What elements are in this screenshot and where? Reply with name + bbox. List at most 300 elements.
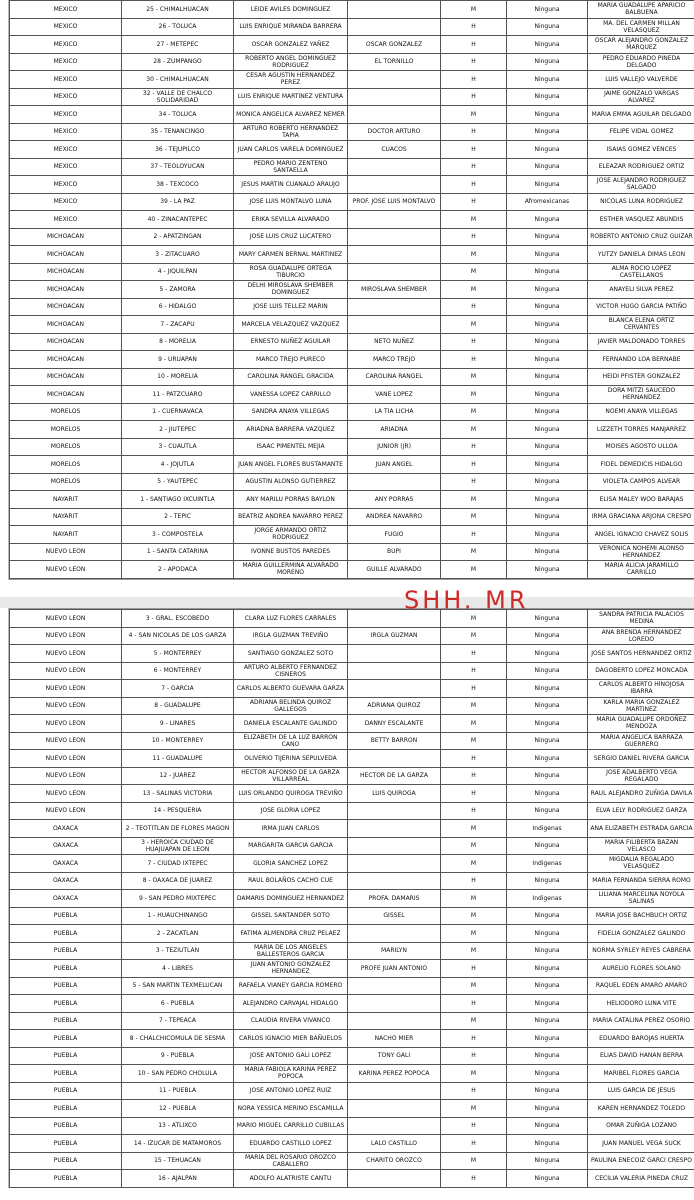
state-cell: NUEVO LEON [10, 610, 122, 628]
group-cell: Ninguna [507, 1047, 588, 1065]
gender-cell: M [441, 1065, 507, 1083]
gender-cell: H [441, 298, 507, 316]
candidate-name-cell: IRMA JUAN CARLOS [234, 820, 348, 838]
district-cell: 4 - JOJUTLA [122, 456, 234, 474]
state-cell: MICHOACAN [10, 246, 122, 264]
state-cell: OAXACA [10, 820, 122, 838]
group-cell: Ninguna [507, 662, 588, 680]
table-row [10, 158, 694, 176]
table-row [10, 645, 694, 663]
table-row [10, 263, 694, 281]
gender-cell: M [441, 1012, 507, 1030]
state-cell: NAYARIT [10, 526, 122, 544]
gender-cell: H [441, 473, 507, 491]
district-cell: 10 - MONTERREY [122, 732, 234, 750]
gender-cell: M [441, 403, 507, 421]
gender-cell: M [441, 697, 507, 715]
substitute-name-cell: ELIAS DAVID HANAN BERRA [588, 1047, 694, 1065]
district-cell: 7 - ZACAPU [122, 316, 234, 334]
district-cell: 32 - VALLE DE CHALCO SOLIDARIDAD [122, 88, 234, 106]
group-cell: Ninguna [507, 141, 588, 159]
candidate-name-cell: MARIA GUILLERMINA ALVARADO MORENO [234, 561, 348, 579]
state-cell: NUEVO LEON [10, 543, 122, 561]
candidate-name-cell: ADOLFO ALATRISTE CANTU [234, 1170, 348, 1188]
table-row [10, 351, 694, 369]
state-cell: MEXICO [10, 53, 122, 71]
state-cell: NUEVO LEON [10, 715, 122, 733]
district-cell: 6 - MONTERREY [122, 662, 234, 680]
table-row [10, 53, 694, 71]
state-cell: NUEVO LEON [10, 732, 122, 750]
group-cell: Ninguna [507, 995, 588, 1013]
table-row [10, 802, 694, 820]
gender-cell: M [441, 368, 507, 386]
substitute-name-cell: MARIA ANGELICA BARRAZA GUERRERO [588, 732, 694, 750]
state-cell: MEXICO [10, 18, 122, 36]
substitute-name-cell: MARIA GUADALUPE ORDOÑEZ MENDOZA [588, 715, 694, 733]
nickname-cell [348, 680, 441, 698]
candidate-name-cell: JOSE LUIS MONTALVO LUNA [234, 193, 348, 211]
candidate-name-cell: VANESSA LOPEZ CARRILLO [234, 386, 348, 404]
state-cell: MORELOS [10, 403, 122, 421]
group-cell: Ninguna [507, 802, 588, 820]
candidate-name-cell: ALEJANDRO CARVAJAL HIDALGO [234, 995, 348, 1013]
group-cell: Ninguna [507, 837, 588, 855]
district-cell: 10 - MORELIA [122, 368, 234, 386]
table-row [10, 820, 694, 838]
nickname-cell: ARIADNA [348, 421, 441, 439]
district-cell: 3 - COMPOSTELA [122, 526, 234, 544]
gender-cell: M [441, 942, 507, 960]
group-cell: Ninguna [507, 680, 588, 698]
candidates-table-2-body [10, 610, 694, 1188]
candidate-name-cell: ERIKA SEVILLA ALVARADO [234, 211, 348, 229]
nickname-cell [348, 645, 441, 663]
group-cell: Ninguna [507, 263, 588, 281]
district-cell: 39 - LA PAZ [122, 193, 234, 211]
district-cell: 28 - ZUMPANGO [122, 53, 234, 71]
candidates-table-1 [9, 0, 694, 579]
substitute-name-cell: JOSE ADALBERTO VEGA REGALADO [588, 767, 694, 785]
district-cell: 2 - ZACATLAN [122, 925, 234, 943]
nickname-cell: NETO NUÑEZ [348, 333, 441, 351]
nickname-cell: KARINA PEREZ POPOCA [348, 1065, 441, 1083]
substitute-name-cell: MA. DEL CARMEN MILLAN VELASQUEZ [588, 18, 694, 36]
nickname-cell [348, 662, 441, 680]
substitute-name-cell: YUTZY DANIELA DIMAS LEON [588, 246, 694, 264]
handwritten-mark: SHH. MR [404, 585, 529, 615]
gender-cell: M [441, 561, 507, 579]
district-cell: 8 - GUADALUPE [122, 697, 234, 715]
table-row [10, 715, 694, 733]
gender-cell: M [441, 610, 507, 628]
state-cell: PUEBLA [10, 1082, 122, 1100]
candidate-name-cell: MARIA DEL ROSARIO OROZCO CABALLERO [234, 1152, 348, 1170]
substitute-name-cell: ELEAZAR RODRIGUEZ ORTIZ [588, 158, 694, 176]
state-cell: MEXICO [10, 123, 122, 141]
state-cell: NUEVO LEON [10, 785, 122, 803]
candidate-name-cell: JOSE ANTONIO LOPEZ RUIZ [234, 1082, 348, 1100]
gender-cell: H [441, 526, 507, 544]
table-row [10, 228, 694, 246]
candidate-name-cell: NORA YESSICA MERINO ESCAMILLA [234, 1100, 348, 1118]
state-cell: OAXACA [10, 837, 122, 855]
nickname-cell: GISSEL [348, 907, 441, 925]
state-cell: PUEBLA [10, 1117, 122, 1135]
candidate-name-cell: MARCO TREJO PURECO [234, 351, 348, 369]
nickname-cell: FUGIO [348, 526, 441, 544]
table-row [10, 368, 694, 386]
district-cell: 8 - OAXACA DE JUAREZ [122, 872, 234, 890]
table-row [10, 785, 694, 803]
group-cell: Ninguna [507, 351, 588, 369]
gender-cell: H [441, 141, 507, 159]
state-cell: NUEVO LEON [10, 767, 122, 785]
table-row [10, 456, 694, 474]
substitute-name-cell: OSCAR ALEJANDRO GONZALEZ MARQUEZ [588, 36, 694, 54]
nickname-cell: GUILLE ALVARADO [348, 561, 441, 579]
table-row [10, 855, 694, 873]
state-cell: NUEVO LEON [10, 802, 122, 820]
group-cell: Ninguna [507, 960, 588, 978]
substitute-name-cell: NORMA SYRLEY REYES CABRERA [588, 942, 694, 960]
table-row [10, 211, 694, 229]
table-row [10, 1170, 694, 1188]
table-row [10, 662, 694, 680]
candidate-name-cell: OSCAR GONZALEZ YAÑEZ [234, 36, 348, 54]
candidate-name-cell: JOSE ANTONIO GALI LOPEZ [234, 1047, 348, 1065]
district-cell: 9 - LINARES [122, 715, 234, 733]
candidates-table-1-body [10, 1, 694, 579]
state-cell: MEXICO [10, 158, 122, 176]
substitute-name-cell: ESTHER VASQUEZ ABUNDIS [588, 211, 694, 229]
nickname-cell: ANY PORRAS [348, 491, 441, 509]
substitute-name-cell: LILIANA MARCELINA NOYOLA SALINAS [588, 890, 694, 908]
gender-cell: M [441, 281, 507, 299]
state-cell: MEXICO [10, 193, 122, 211]
group-cell: Ninguna [507, 333, 588, 351]
candidate-name-cell: JUAN CARLOS VARELA DOMINGUEZ [234, 141, 348, 159]
gender-cell: H [441, 995, 507, 1013]
gender-cell: M [441, 1, 507, 19]
district-cell: 2 - APATZINGAN [122, 228, 234, 246]
group-cell: Ninguna [507, 281, 588, 299]
gender-cell: H [441, 88, 507, 106]
district-cell: 3 - TEZIUTLAN [122, 942, 234, 960]
nickname-cell [348, 1170, 441, 1188]
table-row [10, 246, 694, 264]
nickname-cell: BETTY BARRON [348, 732, 441, 750]
table-row [10, 386, 694, 404]
group-cell: Ninguna [507, 403, 588, 421]
state-cell: MICHOACAN [10, 333, 122, 351]
table-row [10, 88, 694, 106]
nickname-cell: ADRIANA QUIROZ [348, 697, 441, 715]
nickname-cell: CUACOS [348, 141, 441, 159]
table-row [10, 977, 694, 995]
candidate-name-cell: AGUSTIN ALONSO GUTIERREZ [234, 473, 348, 491]
candidate-name-cell: GISSEL SANTANDER SOTO [234, 907, 348, 925]
gender-cell: H [441, 645, 507, 663]
nickname-cell: NACHO MIER [348, 1030, 441, 1048]
substitute-name-cell: IRMA GRACIANA ARJONA CRESPO [588, 508, 694, 526]
state-cell: MICHOACAN [10, 281, 122, 299]
state-cell: OAXACA [10, 890, 122, 908]
page-gap [0, 597, 694, 608]
substitute-name-cell: VERONICA NOHEMI ALONSO HERNANDEZ [588, 543, 694, 561]
district-cell: 11 - PUEBLA [122, 1082, 234, 1100]
nickname-cell: DOCTOR ARTURO [348, 123, 441, 141]
gender-cell: H [441, 53, 507, 71]
substitute-name-cell: FERNANDO LOA BERNABE [588, 351, 694, 369]
table-row [10, 995, 694, 1013]
group-cell: Ninguna [507, 1135, 588, 1153]
candidate-name-cell: ANY MARILU PORRAS BAYLON [234, 491, 348, 509]
table-row [10, 561, 694, 579]
substitute-name-cell: RAUL ALEJANDRO ZUÑIGA DAVILA [588, 785, 694, 803]
table-row [10, 1135, 694, 1153]
gender-cell: H [441, 18, 507, 36]
candidate-name-cell: ISAAC PIMENTEL MEJIA [234, 438, 348, 456]
state-cell: PUEBLA [10, 1065, 122, 1083]
group-cell: Ninguna [507, 561, 588, 579]
district-cell: 34 - TOLUCA [122, 106, 234, 124]
candidate-name-cell: EDUARDO CASTILLO LOPEZ [234, 1135, 348, 1153]
table-row [10, 1082, 694, 1100]
table-row [10, 1065, 694, 1083]
candidate-name-cell: DELHI MIROSLAVA SHEMBER DOMINGUEZ [234, 281, 348, 299]
state-cell: MEXICO [10, 176, 122, 194]
state-cell: NUEVO LEON [10, 697, 122, 715]
state-cell: PUEBLA [10, 1100, 122, 1118]
gender-cell: M [441, 491, 507, 509]
gender-cell: H [441, 872, 507, 890]
district-cell: 2 - APODACA [122, 561, 234, 579]
substitute-name-cell: MARIA FILIBERTA BAZAN VELASCO [588, 837, 694, 855]
candidate-name-cell: ELIZABETH DE LA LUZ BARRON CANO [234, 732, 348, 750]
group-cell: Ninguna [507, 158, 588, 176]
candidate-name-cell: MONICA ANGELICA ALVAREZ NEMER [234, 106, 348, 124]
candidate-name-cell: LUIS ENRIQUE MIRANDA BARRERA [234, 18, 348, 36]
gender-cell: H [441, 193, 507, 211]
nickname-cell: EL TORNILLO [348, 53, 441, 71]
nickname-cell [348, 71, 441, 89]
table-row [10, 333, 694, 351]
group-cell: Afromexicanas [507, 193, 588, 211]
district-cell: 3 - GRAL. ESCOBEDO [122, 610, 234, 628]
nickname-cell [348, 977, 441, 995]
group-cell: Ninguna [507, 1065, 588, 1083]
table-row [10, 960, 694, 978]
table-row [10, 1152, 694, 1170]
candidate-name-cell: BEATRIZ ANDREA NAVARRO PEREZ [234, 508, 348, 526]
gender-cell: H [441, 438, 507, 456]
table-row [10, 36, 694, 54]
state-cell: PUEBLA [10, 960, 122, 978]
table-row [10, 123, 694, 141]
nickname-cell [348, 1082, 441, 1100]
substitute-name-cell: KARLA MARIA GONZALEZ MARTINEZ [588, 697, 694, 715]
group-cell: Ninguna [507, 1082, 588, 1100]
district-cell: 3 - CUAUTLA [122, 438, 234, 456]
gender-cell: H [441, 228, 507, 246]
gender-cell: H [441, 456, 507, 474]
nickname-cell: MIROSLAVA SHEMBER [348, 281, 441, 299]
gender-cell: M [441, 246, 507, 264]
group-cell: Ninguna [507, 53, 588, 71]
group-cell: Ninguna [507, 1170, 588, 1188]
candidate-name-cell: ERNESTO NUÑEZ AGUILAR [234, 333, 348, 351]
gender-cell: M [441, 715, 507, 733]
candidate-name-cell: CAROLINA RANGEL GRACIDA [234, 368, 348, 386]
state-cell: NUEVO LEON [10, 750, 122, 768]
table-row [10, 71, 694, 89]
substitute-name-cell: PAULINA ENECOIZ GARCI CRESPO [588, 1152, 694, 1170]
substitute-name-cell: HELIODORO LUNA VITE [588, 995, 694, 1013]
gender-cell: M [441, 106, 507, 124]
district-cell: 1 - CUERNAVACA [122, 403, 234, 421]
gender-cell: H [441, 158, 507, 176]
gender-cell: M [441, 837, 507, 855]
group-cell: Ninguna [507, 438, 588, 456]
nickname-cell [348, 211, 441, 229]
nickname-cell [348, 855, 441, 873]
candidate-name-cell: ADRIANA BELINDA QUIROZ GALLEGOS [234, 697, 348, 715]
table-row [10, 1100, 694, 1118]
gender-cell: H [441, 680, 507, 698]
nickname-cell: HECTOR DE LA GARZA [348, 767, 441, 785]
state-cell: MEXICO [10, 141, 122, 159]
table-row [10, 106, 694, 124]
nickname-cell: JUAN ANGEL [348, 456, 441, 474]
district-cell: 1 - SANTIAGO IXCUINTLA [122, 491, 234, 509]
nickname-cell [348, 837, 441, 855]
substitute-name-cell: SANDRA PATRICIA PALACIOS MEDINA [588, 610, 694, 628]
group-cell: Ninguna [507, 456, 588, 474]
substitute-name-cell: LUIS VALLEJO VALVERDE [588, 71, 694, 89]
candidate-name-cell: CLAUDIA RIVERA VIVANCO [234, 1012, 348, 1030]
candidate-name-cell: DANIELA ESCALANTE GALINDO [234, 715, 348, 733]
table-row [10, 837, 694, 855]
district-cell: 13 - SALINAS VICTORIA [122, 785, 234, 803]
district-cell: 4 - SAN NICOLAS DE LOS GARZA [122, 627, 234, 645]
gender-cell: H [441, 71, 507, 89]
group-cell: Ninguna [507, 1152, 588, 1170]
gender-cell: M [441, 907, 507, 925]
nickname-cell [348, 228, 441, 246]
table-row [10, 750, 694, 768]
nickname-cell: LA TIA LICHA [348, 403, 441, 421]
substitute-name-cell: ANA BRENDA HERNANDEZ LOREDO [588, 627, 694, 645]
nickname-cell [348, 88, 441, 106]
district-cell: 1 - HUAUCHINANGO [122, 907, 234, 925]
state-cell: PUEBLA [10, 1030, 122, 1048]
district-cell: 6 - HIDALGO [122, 298, 234, 316]
substitute-name-cell: ELVA LELY RODRIGUEZ GARZA [588, 802, 694, 820]
group-cell: Ninguna [507, 298, 588, 316]
table-row [10, 610, 694, 628]
table-row [10, 1, 694, 19]
table-row [10, 732, 694, 750]
district-cell: 9 - URUAPAN [122, 351, 234, 369]
table-row [10, 543, 694, 561]
table-row [10, 18, 694, 36]
nickname-cell [348, 1100, 441, 1118]
document-page-2 [8, 608, 694, 1188]
state-cell: MICHOACAN [10, 263, 122, 281]
group-cell: Ninguna [507, 211, 588, 229]
district-cell: 5 - SAN MARTIN TEXMELUCAN [122, 977, 234, 995]
candidate-name-cell: LUIS ORLANDO QUIROGA TREVIÑO [234, 785, 348, 803]
group-cell: Ninguna [507, 473, 588, 491]
state-cell: PUEBLA [10, 1170, 122, 1188]
gender-cell: M [441, 211, 507, 229]
district-cell: 40 - ZINACANTEPEC [122, 211, 234, 229]
substitute-name-cell: CARLOS ALBERTO HINOJOSA IBARRA [588, 680, 694, 698]
candidate-name-cell: HECTOR ALFONSO DE LA GARZA VILLARREAL [234, 767, 348, 785]
substitute-name-cell: NOEMI ANAYA VILLEGAS [588, 403, 694, 421]
state-cell: NUEVO LEON [10, 561, 122, 579]
gender-cell: H [441, 1047, 507, 1065]
district-cell: 2 - JIUTEPEC [122, 421, 234, 439]
state-cell: NUEVO LEON [10, 627, 122, 645]
candidate-name-cell: SANDRA ANAYA VILLEGAS [234, 403, 348, 421]
nickname-cell: LUIS QUIROGA [348, 785, 441, 803]
table-row [10, 767, 694, 785]
gender-cell: H [441, 785, 507, 803]
district-cell: 12 - PUEBLA [122, 1100, 234, 1118]
table-row [10, 176, 694, 194]
gender-cell: H [441, 333, 507, 351]
substitute-name-cell: AURELIO FLORES SOLANO [588, 960, 694, 978]
table-row [10, 697, 694, 715]
nickname-cell: PROFE JUAN ANTONIO [348, 960, 441, 978]
substitute-name-cell: JAVIER MALDONADO TORRES [588, 333, 694, 351]
substitute-name-cell: MIGDALIA REGALADO VELASQUEZ [588, 855, 694, 873]
district-cell: 1 - SANTA CATARINA [122, 543, 234, 561]
nickname-cell: LALO CASTILLO [348, 1135, 441, 1153]
nickname-cell: BUPI [348, 543, 441, 561]
substitute-name-cell: DORA MITZI SAUCEDO HERNANDEZ [588, 386, 694, 404]
candidate-name-cell: MARCELA VELAZQUEZ VAZQUEZ [234, 316, 348, 334]
candidate-name-cell: JOSE LUIS TELLEZ MARIN [234, 298, 348, 316]
state-cell: MICHOACAN [10, 351, 122, 369]
candidate-name-cell: ROBERTO ANGEL DOMINGUEZ RODRIGUEZ [234, 53, 348, 71]
substitute-name-cell: ANAYELI SILVA PEREZ [588, 281, 694, 299]
state-cell: PUEBLA [10, 1047, 122, 1065]
gender-cell: H [441, 1135, 507, 1153]
candidate-name-cell: JORGE ARMANDO ORTIZ RODRIGUEZ [234, 526, 348, 544]
group-cell: Indigenas [507, 820, 588, 838]
group-cell: Ninguna [507, 645, 588, 663]
state-cell: MICHOACAN [10, 298, 122, 316]
substitute-name-cell: EDUARDO BAROJAS HUERTA [588, 1030, 694, 1048]
gender-cell: M [441, 316, 507, 334]
district-cell: 2 - TEPIC [122, 508, 234, 526]
district-cell: 14 - IZUCAR DE MATAMOROS [122, 1135, 234, 1153]
gender-cell: M [441, 1100, 507, 1118]
table-row [10, 491, 694, 509]
candidate-name-cell: RAFAELA VIANEY GARCIA ROMERO [234, 977, 348, 995]
district-cell: 37 - TEOLOYUCAN [122, 158, 234, 176]
table-row [10, 298, 694, 316]
state-cell: NAYARIT [10, 508, 122, 526]
candidate-name-cell: RAUL BOLAÑOS CACHO CUE [234, 872, 348, 890]
table-row [10, 907, 694, 925]
substitute-name-cell: BLANCA ELENA ORTIZ CERVANTES [588, 316, 694, 334]
substitute-name-cell: ALMA ROCIO LOPEZ CASTELLANOS [588, 263, 694, 281]
candidate-name-cell: IVONNE BUSTOS PAREDES [234, 543, 348, 561]
